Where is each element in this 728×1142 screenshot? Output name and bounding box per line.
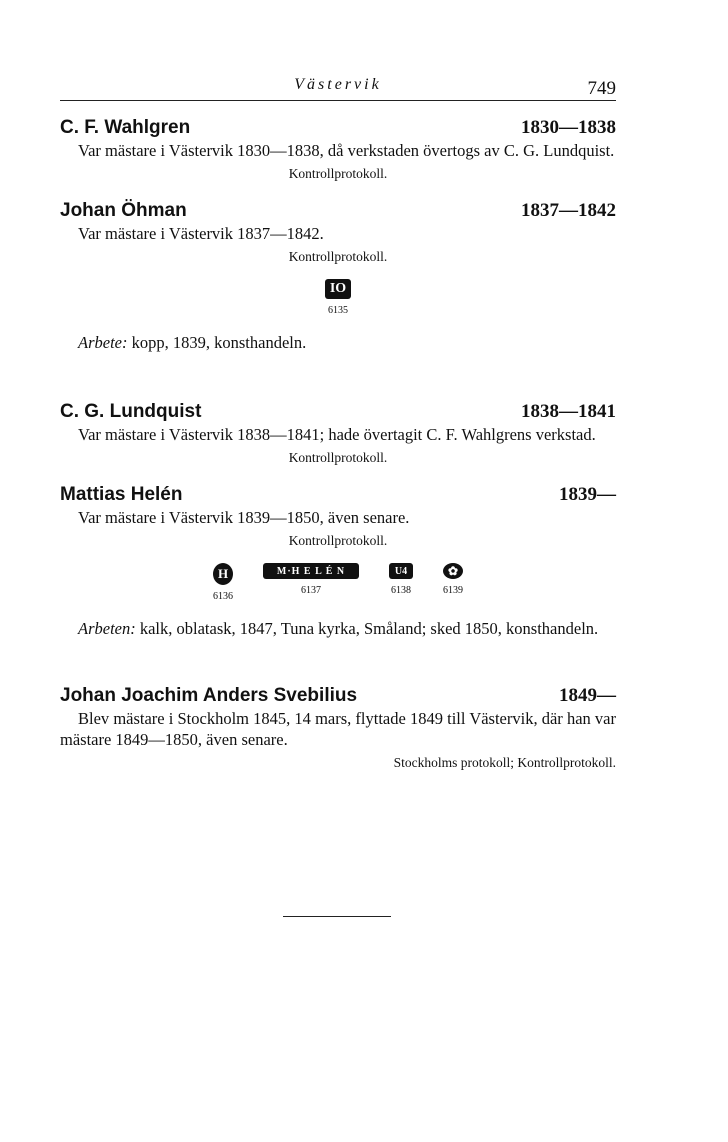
maker-mark (443, 563, 463, 602)
mark-number: 6135 (328, 305, 348, 316)
entry-source: Stockholms protokoll; Kontrollprotokoll. (393, 755, 616, 770)
entry-text: Var mästare i Västervik 1837—1842. (78, 224, 324, 243)
entry-text: Blev mästare i Stockholm 1845, 14 mars, flyttade 1849 till Västervik, där han var mästare 1849—1850, även senare. (60, 709, 616, 749)
entry-name: Johan Öhman (60, 200, 187, 221)
maker-marks (60, 279, 616, 316)
entry-lundquist (60, 401, 616, 466)
entry-source: Kontrollprotokoll. (288, 533, 388, 548)
works-text: kopp, 1839, konsthandeln. (131, 333, 307, 352)
works-label: Arbeten: (78, 619, 136, 638)
maker-mark (325, 279, 351, 316)
entry-years: 1849— (559, 685, 616, 706)
mark-number: 6137 (301, 585, 321, 596)
entry-svebilius (60, 685, 616, 771)
page (60, 70, 616, 771)
maker-mark (389, 563, 413, 602)
works (60, 332, 616, 353)
entry-source: Kontrollprotokoll. (288, 450, 388, 465)
maker-mark (213, 563, 233, 602)
works-label: Arbete: (78, 333, 128, 352)
entry-years: 1830—1838 (521, 117, 616, 138)
entry-text: Var mästare i Västervik 1839—1850, även senare. (78, 508, 410, 527)
end-rule (283, 916, 391, 917)
maker-mark (263, 563, 359, 602)
entry-source: Kontrollprotokoll. (288, 249, 388, 264)
mark-stamp-io: IO (325, 279, 351, 299)
mark-number: 6139 (443, 585, 463, 596)
entry-name: C. F. Wahlgren (60, 117, 191, 138)
mark-number: 6138 (391, 585, 411, 596)
entry-helen (60, 484, 616, 639)
entry-text: Var mästare i Västervik 1838—1841; hade övertagit C. F. Wahlgrens verkstad. (78, 425, 596, 444)
works-text: kalk, oblatask, 1847, Tuna kyrka, Småland; sked 1850, konsthandeln. (139, 619, 599, 638)
mark-stamp-name: M·H E L É N (263, 563, 359, 579)
page-number: 749 (587, 78, 616, 99)
maker-marks (60, 563, 616, 602)
mark-stamp-u4: U4 (389, 563, 413, 579)
mark-stamp-h: H (213, 563, 233, 585)
entry-name: Mattias Helén (60, 484, 183, 505)
entry-text: Var mästare i Västervik 1830—1838, då verkstaden övertogs av C. G. Lundquist. (78, 141, 615, 160)
running-header (60, 70, 616, 101)
mark-stamp-crown: ✿ (443, 563, 463, 579)
mark-number: 6136 (213, 591, 233, 602)
entry-years: 1839— (559, 484, 616, 505)
entry-name: Johan Joachim Anders Svebilius (60, 685, 358, 706)
entry-years: 1838—1841 (521, 401, 616, 422)
running-title: Västervik (294, 76, 382, 93)
entry-name: C. G. Lundquist (60, 401, 202, 422)
entry-source: Kontrollprotokoll. (288, 166, 388, 181)
entry-wahlgren (60, 117, 616, 182)
entry-years: 1837—1842 (521, 200, 616, 221)
works (60, 618, 616, 639)
entry-ohman (60, 200, 616, 353)
